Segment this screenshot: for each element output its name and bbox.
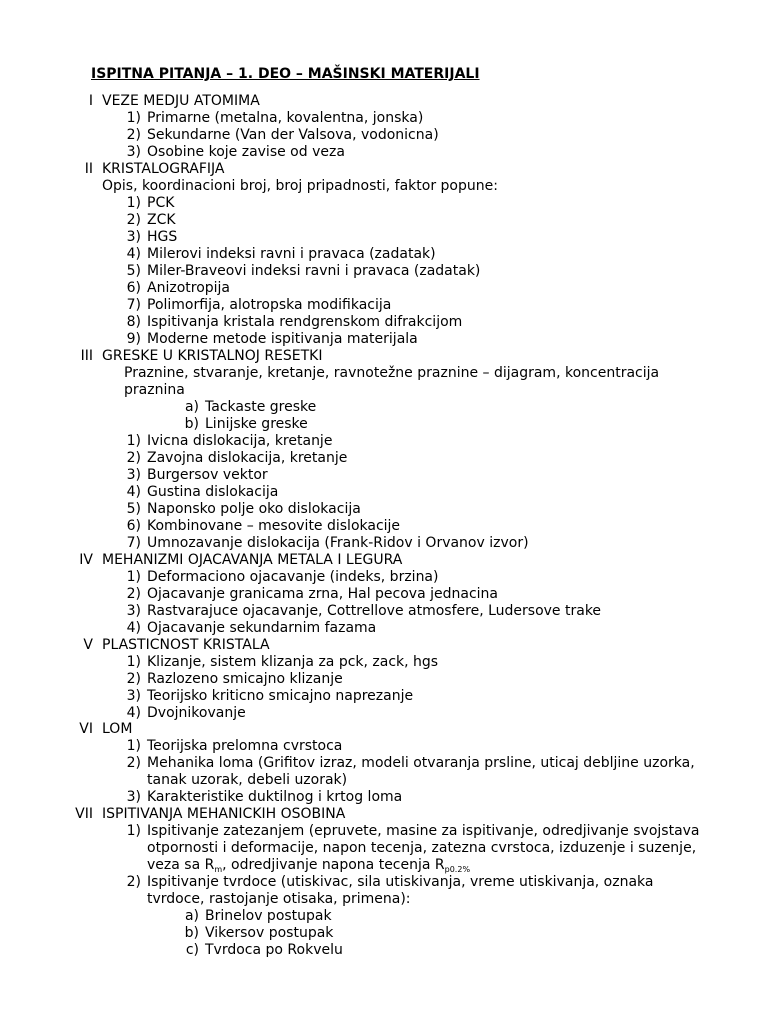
list-item: Anizotropija: [147, 280, 231, 296]
item-number: 2): [126, 671, 141, 687]
list-item: Rastvarajuce ojacavanje, Cottrellove atmosfere, Ludersove trake: [147, 603, 602, 619]
list-item: Dvojnikovanje: [147, 705, 246, 721]
item-number: 3): [126, 229, 141, 245]
list-item: Naponsko polje oko dislokacija: [147, 501, 361, 517]
list-item: Gustina dislokacija: [147, 484, 279, 500]
list-item: Burgersov vektor: [147, 467, 268, 483]
list-item-continuation: tvrdoce, rastojanje otisaka, primena):: [147, 891, 411, 907]
item-number: 2): [126, 450, 141, 466]
section-numeral: VI: [79, 721, 93, 737]
list-item: Vikersov postupak: [205, 925, 334, 941]
list-item: PCK: [147, 195, 175, 211]
section-heading: MEHANIZMI OJACAVANJA METALA I LEGURA: [102, 552, 403, 568]
item-number: 4): [126, 620, 141, 636]
section-intro: Praznine, stvaranje, kretanje, ravnotežne praznine – dijagram, koncentracija: [124, 365, 660, 381]
list-item: Tackaste greske: [205, 399, 317, 415]
item-number: 1): [126, 654, 141, 670]
list-item: Sekundarne (Van der Valsova, vodonicna): [147, 127, 439, 143]
list-item: Kombinovane – mesovite dislokacije: [147, 518, 401, 534]
list-item: Ojacavanje granicama zrna, Hal pecova jednacina: [147, 586, 498, 602]
list-item: Ispitivanje zatezanjem (epruvete, masine za ispitivanje, odredjivanje svojstava: [147, 823, 700, 839]
section-intro: Opis, koordinacioni broj, broj pripadnosti, faktor popune:: [102, 178, 498, 194]
item-number: 7): [126, 535, 141, 551]
item-number: 3): [126, 789, 141, 805]
list-item: Zavojna dislokacija, kretanje: [147, 450, 348, 466]
list-item-continuation: [147, 857, 470, 874]
list-item-continuation: otpornosti i deformacije, napon tecenja, zatezna cvrstoca, izduzenje i suzenje,: [147, 840, 697, 856]
item-number: 1): [126, 195, 141, 211]
subscript: m: [214, 865, 223, 874]
item-number: 1): [126, 110, 141, 126]
item-number: 4): [126, 246, 141, 262]
item-number: 2): [126, 127, 141, 143]
item-number: 4): [126, 484, 141, 500]
section-numeral: II: [84, 161, 93, 177]
section-numeral: III: [80, 348, 93, 364]
list-item: HGS: [147, 229, 178, 245]
item-letter: b): [184, 416, 199, 432]
section-heading: GRESKE U KRISTALNOJ RESETKI: [102, 348, 323, 364]
item-number: 2): [126, 212, 141, 228]
item-number: 5): [126, 501, 141, 517]
item-letter: b): [184, 925, 199, 941]
list-item: Miler-Braveovi indeksi ravni i pravaca (zadatak): [147, 263, 481, 279]
item-number: 7): [126, 297, 141, 313]
item-number: 6): [126, 280, 141, 296]
item-number: 1): [126, 433, 141, 449]
subscript: p0.2%: [444, 865, 471, 874]
list-item: Deformaciono ojacavanje (indeks, brzina): [147, 569, 439, 585]
formula-text: veza sa R: [147, 857, 215, 873]
list-item: Mehanika loma (Grifitov izraz, modeli otvaranja prsline, uticaj debljine uzorka,: [147, 755, 695, 771]
section-numeral: V: [83, 637, 93, 653]
item-letter: a): [184, 399, 199, 415]
section-numeral: VII: [75, 806, 93, 822]
item-number: 4): [126, 705, 141, 721]
item-number: 3): [126, 144, 141, 160]
item-number: 5): [126, 263, 141, 279]
list-item: Polimorfija, alotropska modifikacija: [147, 297, 392, 313]
page-title: ISPITNA PITANJA – 1. DEO – MAŠINSKI MATERIJALI: [91, 66, 480, 82]
list-item: Ojacavanje sekundarnim fazama: [147, 620, 377, 636]
item-number: 2): [126, 586, 141, 602]
list-item: Umnozavanje dislokacija (Frank-Ridov i Orvanov izvor): [147, 535, 529, 551]
list-item: Ispitivanja kristala rendgrenskom difrakcijom: [147, 314, 463, 330]
list-item: Razlozeno smicajno klizanje: [147, 671, 343, 687]
item-number: 9): [126, 331, 141, 347]
item-number: 1): [126, 738, 141, 754]
item-number: 3): [126, 603, 141, 619]
list-item: Ivicna dislokacija, kretanje: [147, 433, 333, 449]
item-number: 1): [126, 823, 141, 839]
list-item: ZCK: [147, 212, 176, 228]
list-item: Brinelov postupak: [205, 908, 332, 924]
item-number: 6): [126, 518, 141, 534]
section-heading: KRISTALOGRAFIJA: [102, 161, 225, 177]
section-heading: LOM: [102, 721, 133, 737]
section-heading: PLASTICNOST KRISTALA: [102, 637, 270, 653]
list-item-continuation: tanak uzorak, debeli uzorak): [147, 772, 348, 788]
list-item: Klizanje, sistem klizanja za pck, zack, hgs: [147, 654, 439, 670]
section-intro: praznina: [124, 382, 185, 398]
list-item: Moderne metode ispitivanja materijala: [147, 331, 418, 347]
item-number: 3): [126, 688, 141, 704]
list-item: Tvrdoca po Rokvelu: [205, 942, 343, 958]
item-number: 2): [126, 755, 141, 771]
item-letter: c): [185, 942, 199, 958]
item-number: 1): [126, 569, 141, 585]
section-heading: ISPITIVANJA MEHANICKIH OSOBINA: [102, 806, 346, 822]
list-item: Teorijsko kriticno smicajno naprezanje: [147, 688, 414, 704]
list-item: Karakteristike duktilnog i krtog loma: [147, 789, 403, 805]
list-item: Linijske greske: [205, 416, 308, 432]
item-letter: a): [184, 908, 199, 924]
list-item: Teorijska prelomna cvrstoca: [147, 738, 343, 754]
list-item: Primarne (metalna, kovalentna, jonska): [147, 110, 424, 126]
item-number: 3): [126, 467, 141, 483]
list-item: Ispitivanje tvrdoce (utiskivac, sila utiskivanja, vreme utiskivanja, oznaka: [147, 874, 654, 890]
section-heading: VEZE MEDJU ATOMIMA: [102, 93, 260, 109]
section-numeral: I: [88, 93, 93, 109]
section-numeral: IV: [79, 552, 93, 568]
list-item: Osobine koje zavise od veza: [147, 144, 345, 160]
item-number: 8): [126, 314, 141, 330]
formula-text: , odredjivanje napona tecenja R: [222, 857, 445, 873]
list-item: Milerovi indeksi ravni i pravaca (zadatak): [147, 246, 436, 262]
item-number: 2): [126, 874, 141, 890]
